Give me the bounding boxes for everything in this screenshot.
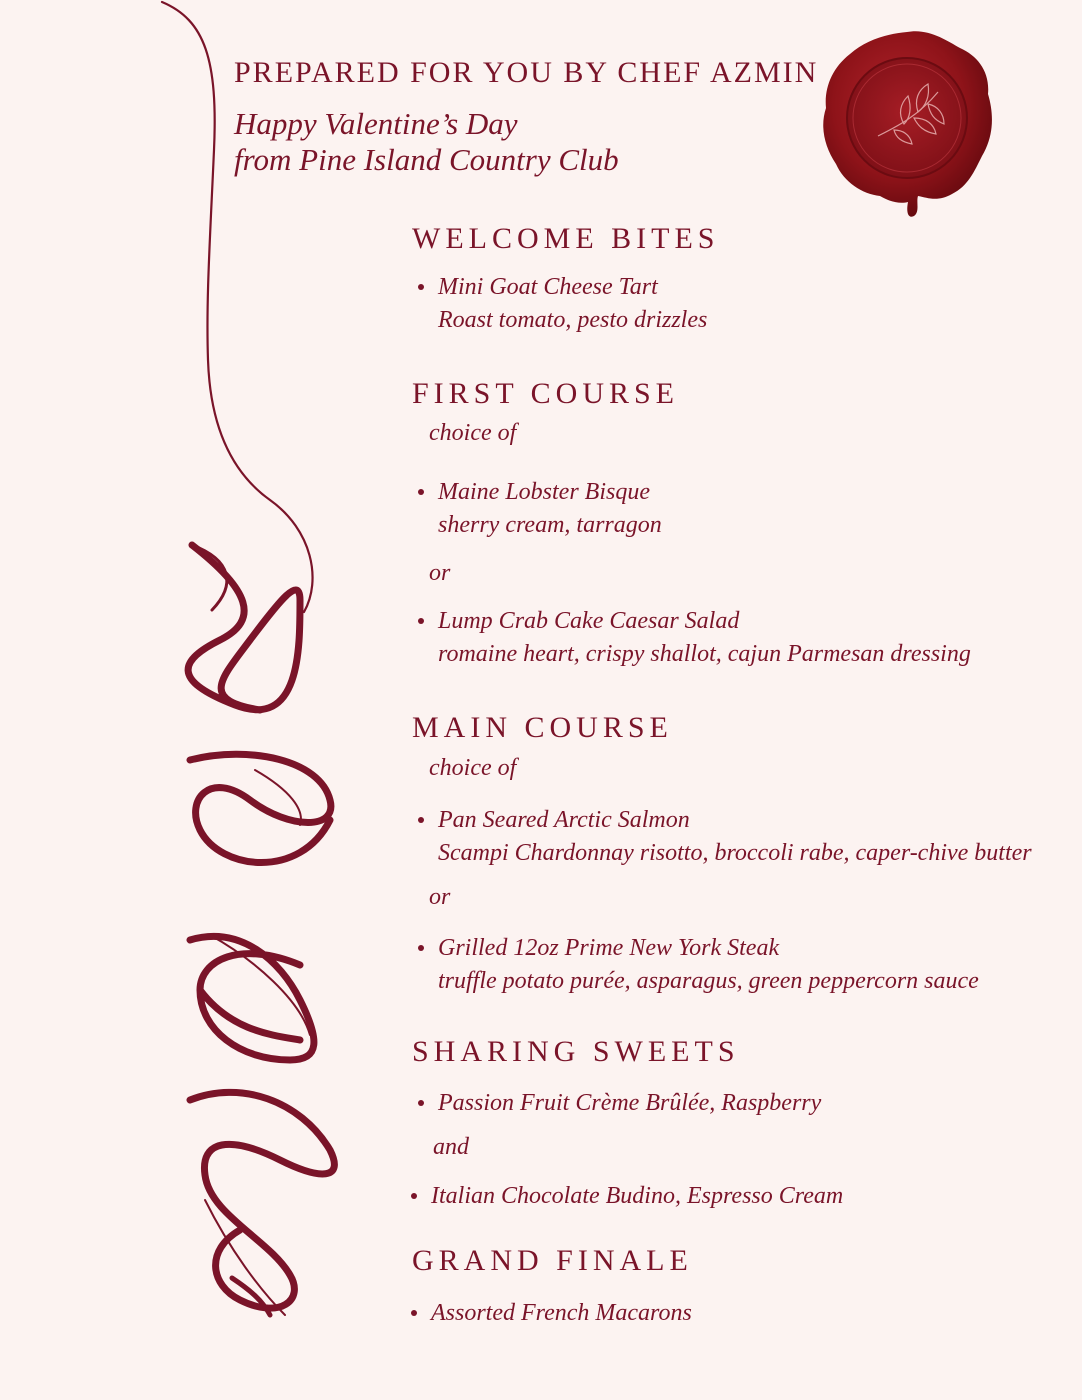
menu-item bbox=[418, 1087, 821, 1120]
bullet-icon bbox=[411, 1310, 417, 1316]
connector-and: and bbox=[433, 1134, 469, 1160]
bullet-icon bbox=[418, 817, 424, 823]
menu-item-description: truffle potato purée, asparagus, green peppercorn sauce bbox=[438, 968, 979, 994]
menu-item-name: Passion Fruit Crème Brûlée, Raspberry bbox=[438, 1090, 822, 1116]
menu-item-name: Grilled 12oz Prime New York Steak bbox=[438, 935, 780, 961]
menu-item-name: Assorted French Macarons bbox=[431, 1300, 692, 1326]
greeting-line-1: Happy Valentine’s Day bbox=[234, 106, 518, 141]
greeting-line-2: from Pine Island Country Club bbox=[234, 142, 619, 177]
bullet-icon bbox=[411, 1193, 417, 1199]
choice-note: choice of bbox=[429, 755, 517, 781]
connector-or: or bbox=[429, 884, 451, 910]
menu-item bbox=[418, 605, 971, 671]
menu-item-name: Italian Chocolate Budino, Espresso Cream bbox=[431, 1183, 844, 1209]
menu-item bbox=[418, 476, 662, 542]
bullet-icon bbox=[418, 1100, 424, 1106]
bullet-icon bbox=[418, 945, 424, 951]
menu-item-description: romaine heart, crispy shallot, cajun Parmesan dressing bbox=[438, 641, 971, 667]
connector-or: or bbox=[429, 560, 451, 586]
flourish-line bbox=[162, 2, 313, 612]
menu-item-name: Maine Lobster Bisque bbox=[438, 479, 650, 505]
chef-credit: PREPARED FOR YOU BY CHEF AZMIN bbox=[234, 56, 819, 89]
bullet-icon bbox=[418, 489, 424, 495]
wax-seal-leaf-icon bbox=[818, 26, 996, 218]
greeting bbox=[234, 106, 619, 178]
menu-item-description: Roast tomato, pesto drizzles bbox=[438, 307, 708, 333]
menu-item bbox=[411, 1180, 843, 1213]
script-letter-n bbox=[190, 936, 314, 1060]
bullet-icon bbox=[418, 618, 424, 624]
script-letter-e bbox=[190, 754, 331, 862]
choice-note: choice of bbox=[429, 420, 517, 446]
menu-item bbox=[418, 804, 1032, 870]
menu-item-name: Lump Crab Cake Caesar Salad bbox=[438, 608, 740, 634]
menu-item-description: Scampi Chardonnay risotto, broccoli rabe, caper-chive butter bbox=[438, 840, 1032, 866]
menu-item-description: sherry cream, tarragon bbox=[438, 512, 662, 538]
section-title-sharing-sweets: SHARING SWEETS bbox=[412, 1035, 740, 1068]
section-title-welcome-bites: WELCOME BITES bbox=[412, 222, 720, 255]
menu-item-name: Pan Seared Arctic Salmon bbox=[438, 807, 690, 833]
section-title-main-course: MAIN COURSE bbox=[412, 711, 673, 744]
section-title-first-course: FIRST COURSE bbox=[412, 377, 680, 410]
section-title-grand-finale: GRAND FINALE bbox=[412, 1244, 693, 1277]
menu-item-name: Mini Goat Cheese Tart bbox=[438, 274, 658, 300]
bullet-icon bbox=[418, 284, 424, 290]
script-letter-m bbox=[188, 545, 300, 710]
script-letter-u bbox=[190, 1092, 334, 1308]
menu-item bbox=[411, 1297, 692, 1330]
menu-item bbox=[418, 271, 707, 337]
menu-item bbox=[418, 932, 979, 998]
